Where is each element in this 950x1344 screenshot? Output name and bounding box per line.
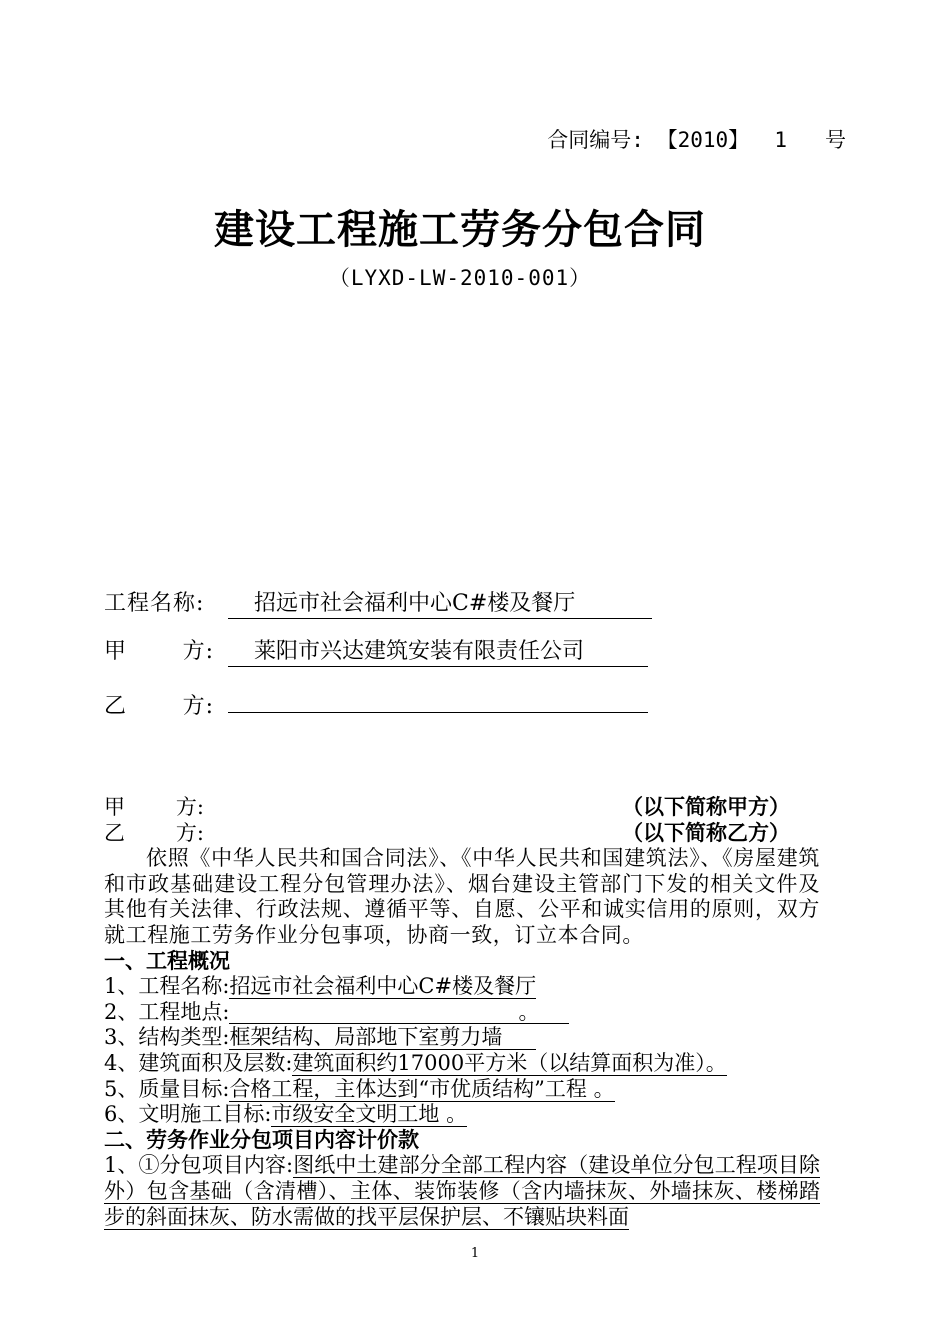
item-3-label: 3、结构类型:	[104, 1025, 230, 1050]
cover-party-b-label-2: 方:	[182, 694, 214, 719]
cover-party-b-label	[104, 689, 214, 720]
item-6-value: 市级安全文明工地 。	[271, 1102, 468, 1127]
page-number: 1	[470, 1246, 480, 1261]
body-party-b-note: （以下简称乙方）	[622, 820, 790, 845]
body-party-a-label	[104, 795, 204, 821]
item-3-value: 框架结构、局部地下室剪力墙	[229, 1025, 536, 1050]
item-4	[104, 1051, 820, 1077]
item-5-label: 5、质量目标:	[104, 1076, 230, 1101]
cover-party-a-value: 莱阳市兴达建筑安装有限责任公司	[228, 638, 648, 667]
item-6-label: 6、文明施工目标:	[104, 1102, 272, 1127]
contract-body	[104, 795, 820, 1230]
body-party-b-label-2: 方:	[175, 820, 204, 845]
item-2-label: 2、工程地点:	[104, 999, 230, 1024]
cover-party-a-label	[104, 634, 214, 665]
section-1-heading: 一、工程概况	[104, 948, 230, 973]
body-party-b-label-1: 乙	[104, 820, 125, 845]
item-2-value: 。	[229, 1001, 569, 1024]
cover-party-a-row	[104, 634, 648, 667]
document-title: 建设工程施工劳务分包合同	[214, 207, 706, 253]
cover-project-value: 招远市社会福利中心C#楼及餐厅	[228, 590, 652, 619]
contract-number: 合同编号: 【2010】 1 号	[547, 128, 846, 152]
body-party-a-label-2: 方:	[175, 795, 204, 819]
section-2-item-1	[104, 1153, 820, 1230]
item-3	[104, 1025, 820, 1051]
body-party-a-label-1: 甲	[104, 795, 125, 819]
section-2-item-1-value: 图纸中土建部分全部工程内容（建设单位分包工程项目除外）包含基础（含清槽）、主体、装饰装修（含内墙抹灰、外墙抹灰、楼梯踏步的斜面抹灰、防水需做的找平层保护层、不镶贴块料面	[104, 1153, 821, 1229]
item-4-label: 4、建筑面积及层数:	[104, 1050, 293, 1075]
body-party-a-row	[104, 795, 820, 821]
item-1-label: 1、工程名称:	[104, 974, 230, 999]
item-5	[104, 1077, 820, 1103]
cover-party-a-label-1: 甲	[104, 639, 128, 664]
item-1	[104, 974, 820, 1000]
item-2	[104, 1000, 820, 1026]
body-party-b-label	[104, 821, 204, 847]
body-party-b-row	[104, 821, 820, 847]
cover-project-label: 工程名称:	[104, 591, 205, 616]
cover-party-a-label-2: 方:	[182, 639, 214, 664]
item-6	[104, 1102, 820, 1128]
cover-party-b-label-1: 乙	[104, 694, 128, 719]
cover-party-b-row	[104, 684, 648, 720]
intro-paragraph: 依照《中华人民共和国合同法》、《中华人民共和国建筑法》、《房屋建筑和市政基础建设工程分包管理办法》、烟台建设主管部门下发的相关文件及其他有关法律、行政法规、遵循平等、自愿、公平和诚实信用的原则，双方就工程施工劳务作业分包事项，协商一致，订立本合同。	[104, 846, 820, 947]
document-code: （LYXD-LW-2010-001）	[328, 266, 592, 290]
item-1-value: 招远市社会福利中心C#楼及餐厅	[229, 974, 537, 999]
body-party-a-note: （以下简称甲方）	[622, 795, 790, 819]
item-5-value: 合格工程，主体达到“市优质结构”工程 。	[229, 1076, 615, 1101]
section-2-item-1-label: 1、①分包项目内容:	[104, 1153, 294, 1178]
cover-party-b-value	[228, 684, 648, 713]
item-4-value: 建筑面积约17000平方米（以结算面积为准）。	[292, 1050, 727, 1075]
section-2-heading: 二、劳务作业分包项目内容计价款	[104, 1127, 419, 1152]
cover-project-row	[104, 586, 652, 619]
